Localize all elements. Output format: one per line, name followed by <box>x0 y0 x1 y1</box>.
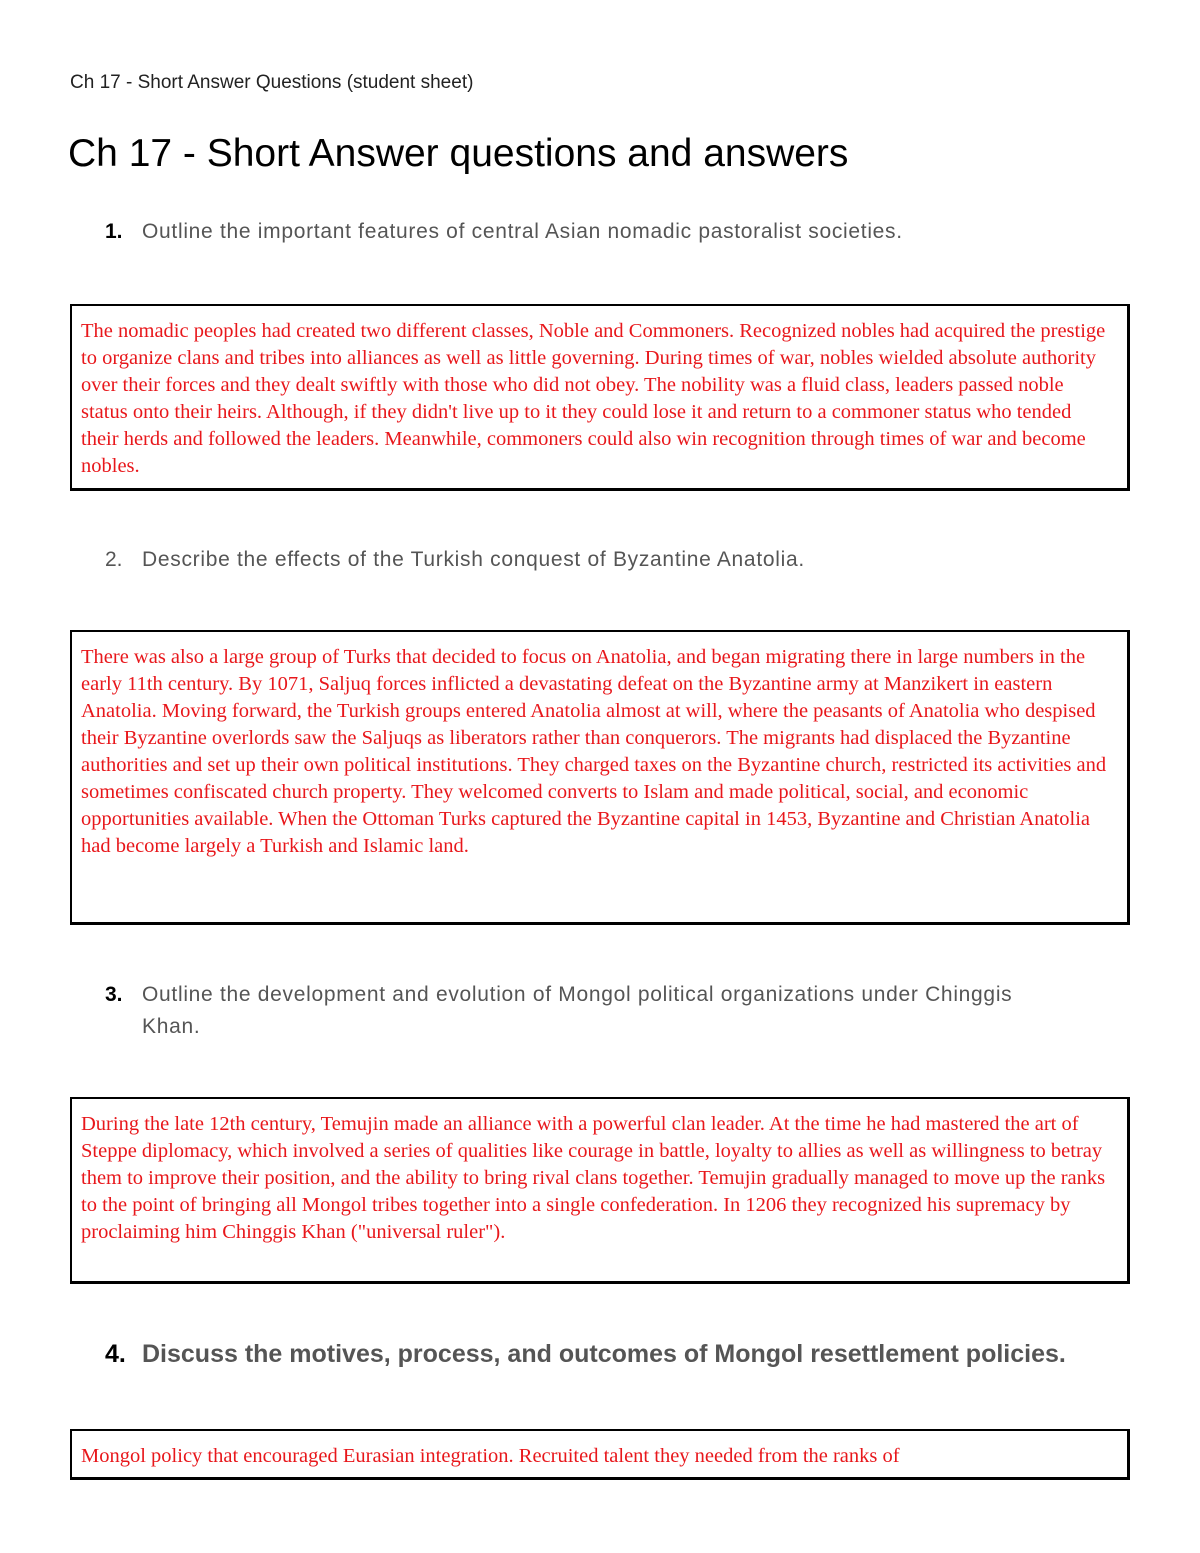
question-text: Describe the effects of the Turkish conquest of Byzantine Anatolia. <box>142 548 805 571</box>
answer-text: The nomadic peoples had created two different classes, Noble and Commoners. Recognized nobles had acquired the prestige to organize clans and tribes into alliances as well as little governing. During times of war, nobles wielded absolute authority over their forces and they dealt swiftly with those who did not obey. The nobility was a fluid class, leaders passed noble status onto their heirs. Although, if they didn't live up to it they could lose it and return to a commoner status who tended their herds and followed the leaders. Meanwhile, commoners could also win recognition through times of war and become nobles. <box>81 320 1106 477</box>
document-title: Ch 17 - Short Answer questions and answers <box>68 132 849 175</box>
answer-text: During the late 12th century, Temujin made an alliance with a powerful clan leader. At the time he had mastered the art of Steppe diplomacy, which involved a series of qualities like courage in battle, loyalty to allies as well as willingness to betray them to improve their position, and the ability to bring rival clans together. Temujin gradually managed to move up the ranks to the point of bringing all Mongol tribes together into a single confederation. In 1206 they recognized his supremacy by proclaiming him Chinggis Khan ("universal ruler"). <box>81 1113 1106 1243</box>
answer-box-3 <box>70 1097 1130 1284</box>
answer-text: Mongol policy that encouraged Eurasian integration. Recruited talent they needed from the ranks of <box>81 1445 900 1467</box>
question-1 <box>105 216 1095 248</box>
question-text: Outline the development and evolution of Mongol political organizations under Chinggis Khan. <box>142 983 1013 1038</box>
answer-box-2 <box>70 630 1130 925</box>
question-number: 4. <box>105 1340 126 1368</box>
question-number: 3. <box>105 983 123 1006</box>
question-4 <box>105 1338 1165 1370</box>
question-number: 2. <box>105 548 123 571</box>
answer-box-4 <box>70 1429 1130 1480</box>
answer-box-1 <box>70 304 1130 491</box>
document-header: Ch 17 - Short Answer Questions (student sheet) <box>70 72 474 93</box>
question-text: Discuss the motives, process, and outcomes of Mongol resettlement policies. <box>142 1340 1066 1368</box>
question-number: 1. <box>105 220 123 243</box>
answer-text: There was also a large group of Turks that decided to focus on Anatolia, and began migrating there in large numbers in the early 11th century. By 1071, Saljuq forces inflicted a devastating defeat on the Byzantine army at Manzikert in eastern Anatolia. Moving forward, the Turkish groups entered Anatolia almost at will, where the peasants of Anatolia who despised their Byzantine overlords saw the Saljuqs as liberators rather than conquerors. The migrants had displaced the Byzantine authorities and set up their own political institutions. They charged taxes on the Byzantine church, restricted its activities and sometimes confiscated church property. They welcomed converts to Islam and made political, social, and economic opportunities available. When the Ottoman Turks captured the Byzantine capital in 1453, Byzantine and Christian Anatolia had become largely a Turkish and Islamic land. <box>81 646 1107 857</box>
question-2 <box>105 544 1095 576</box>
question-text: Outline the important features of central Asian nomadic pastoralist societies. <box>142 220 903 243</box>
question-3 <box>105 979 1065 1043</box>
